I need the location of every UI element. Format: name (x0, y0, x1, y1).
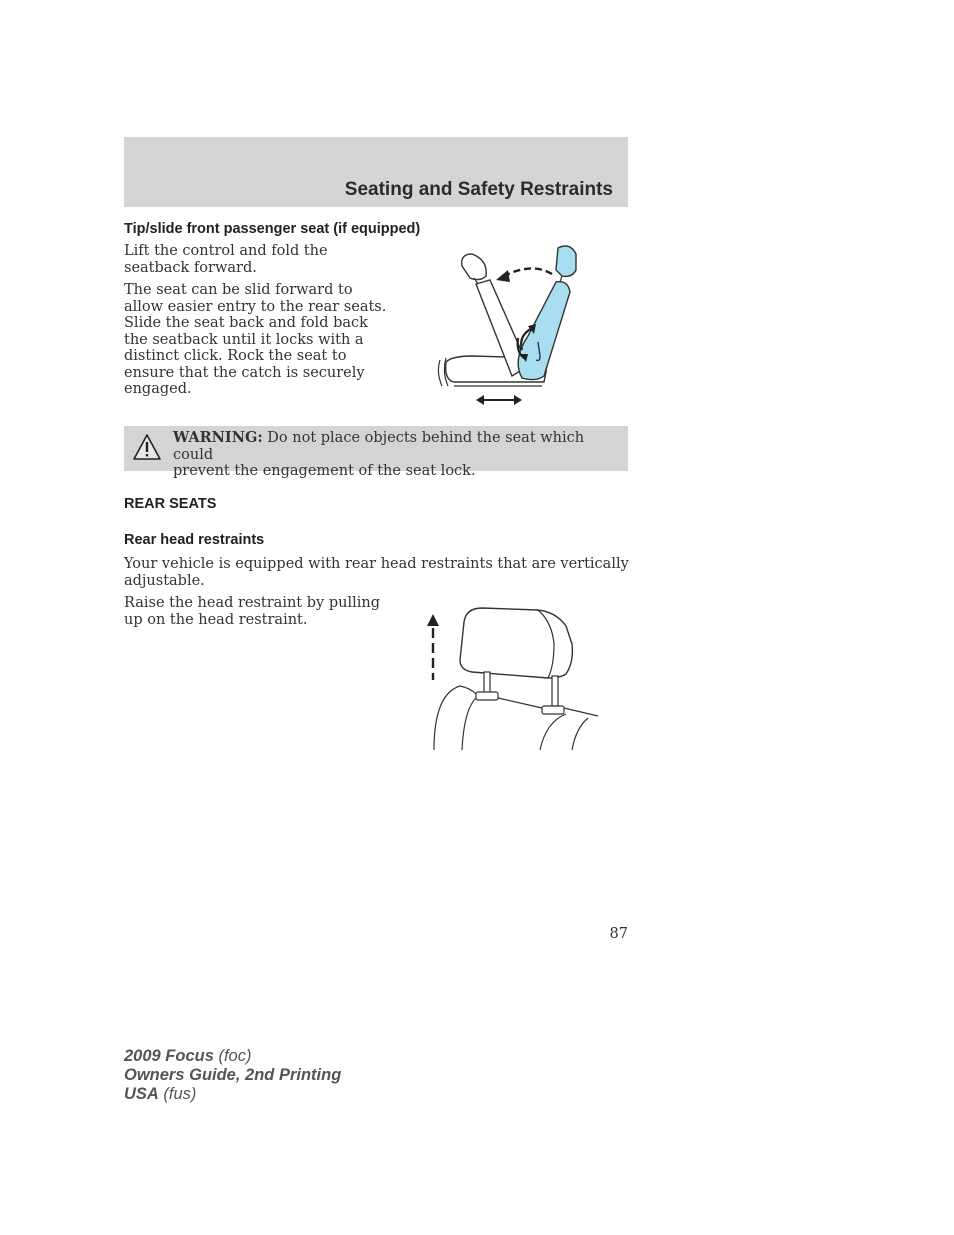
rear-head-restraints-paragraph-2 (124, 595, 380, 628)
footer-line-2 (124, 1066, 341, 1085)
warning-triangle-icon (132, 433, 162, 461)
tip-slide-heading: Tip/slide front passenger seat (if equipped) (124, 221, 421, 237)
text-line: engaged. (124, 381, 192, 397)
footer-line-1 (124, 1047, 341, 1066)
text-line: Your vehicle is equipped with rear head restraints that are vertically (124, 556, 629, 572)
tip-slide-paragraph-1 (124, 243, 328, 276)
fold-arrow-icon (496, 270, 510, 282)
tip-slide-seat-illustration (432, 240, 592, 412)
footer-edition: Owners Guide, 2nd Printing (124, 1066, 342, 1084)
warning-text (173, 430, 613, 480)
warning-box (124, 426, 628, 479)
footer-market: USA (124, 1085, 159, 1103)
footer-line-3 (124, 1085, 341, 1104)
seatback-highlight (518, 282, 570, 380)
text-line: the seatback until it locks with a (124, 331, 364, 348)
rear-head-restraints-heading: Rear head restraints (124, 532, 265, 548)
document-footer (124, 1047, 341, 1104)
text-line: Raise the head restraint by pulling (124, 595, 380, 611)
text-line: Slide the seat back and fold back (124, 315, 368, 331)
section-title: Seating and Safety Restraints (344, 179, 613, 200)
text-line: allow easier entry to the rear seats. (124, 298, 387, 315)
footer-market-code: (fus) (158, 1085, 197, 1103)
text-line: Lift the control and fold the (124, 243, 328, 259)
text-line: ensure that the catch is securely (124, 364, 365, 381)
text-line: adjustable. (124, 572, 205, 589)
page-number: 87 (609, 926, 628, 942)
head-restraint-pad (460, 608, 572, 678)
warning-body-line-1: Do not place objects behind the seat which could (173, 430, 585, 463)
raise-arrow-icon (427, 614, 439, 626)
tip-slide-paragraph-2 (124, 282, 386, 398)
section-header-band (124, 137, 628, 207)
warning-label: WARNING: (173, 429, 263, 446)
text-line: up on the head restraint. (124, 611, 308, 628)
head-restraint-illustration (420, 604, 602, 752)
warning-body-line-2: prevent the engagement of the seat lock. (173, 463, 476, 479)
text-line: seatback forward. (124, 259, 257, 276)
footer-model-code: (foc) (213, 1047, 252, 1065)
footer-model: 2009 Focus (124, 1047, 214, 1065)
rear-head-restraints-paragraph-1 (124, 556, 629, 589)
text-line: distinct click. Rock the seat to (124, 348, 347, 364)
text-line: The seat can be slid forward to (124, 282, 353, 298)
rear-seats-heading: REAR SEATS (124, 496, 217, 512)
